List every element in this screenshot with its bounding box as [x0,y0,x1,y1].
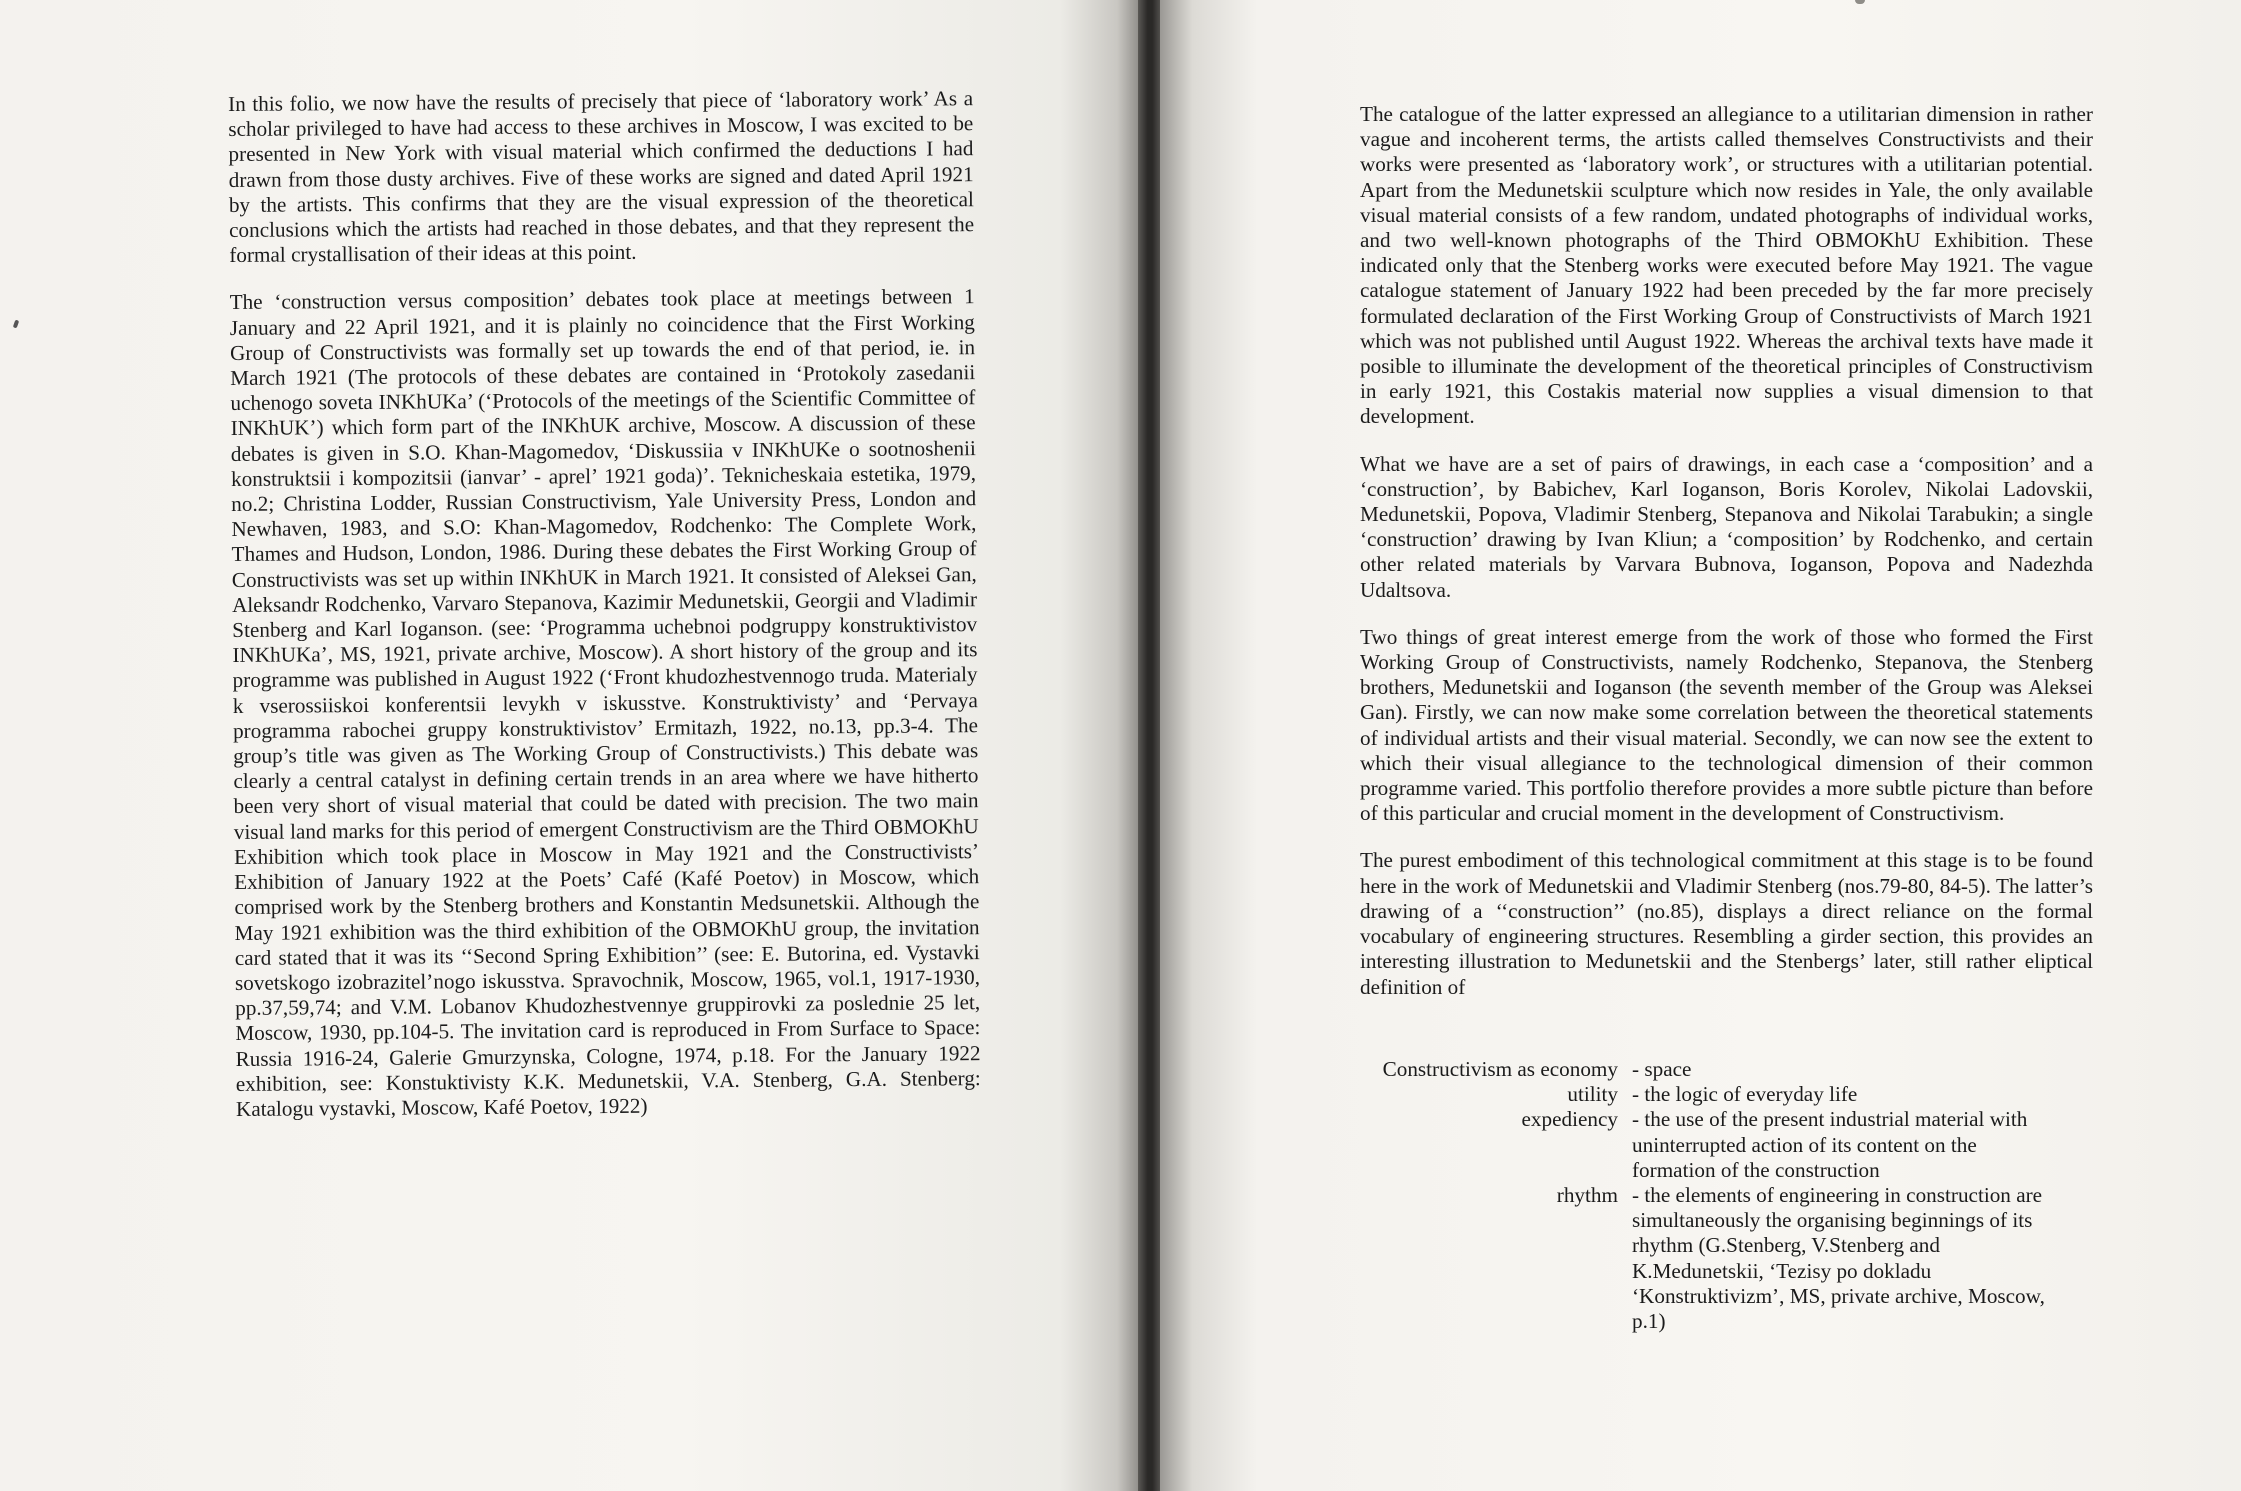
left-page-text [228,86,981,1122]
definition-term: rhythm [1556,1183,1618,1208]
definition-term: expediency [1521,1107,1618,1132]
definition-term: Constructivism as economy [1382,1057,1618,1081]
page-speck [13,320,19,329]
definition-entry: - space [1632,1057,1692,1081]
definition-entry: - the elements of engineering in construction are simultaneously the organising beginnings of its rhythm (G.Stenberg, V.Stenberg and K.Medunetskii, ‘Tezisy po dokladu ‘Konstruktivizm’, MS, private archive, Moscow, p.1) [1632,1183,2045,1334]
paragraph: Two things of great interest emerge from the work of those who formed the First Working Group of Constructivists, namely Rodchenko, Stepanova, the Stenberg brothers, Medunetskii and Ioganson (the seventh member of the Group was Aleksei Gan). Firstly, we can now make some correlation between the theoretical statements of individual artists and their visual material. Secondly, we can now see the extent to which their visual allegiance to the technological dimension of their common programme varied. This portfolio therefore provides a more subtle picture than before of this particular and crucial moment in the development of Constructivism. [1360,624,2093,826]
right-page-text [1360,102,2093,1000]
definition-list [1318,1057,2046,1334]
paragraph: In this folio, we now have the results of precisely that piece of ‘laboratory work’ As a scholar privileged to have had access to these archives in Moscow, I was excited to be presented in New York with visual material which confirmed the deductions I had drawn from those dusty archives. Five of these works are signed and dated April 1921 by the artists. This confirms that they are the visual expression of the theoretical conclusions which the artists had reached in those debates, and that they represent the formal crystallisation of their ideas at this point. [228,86,975,268]
paragraph: The catalogue of the latter expressed an allegiance to a utilitarian dimension in rather vague and incoherent terms, the artists called themselves Constructivists and their works were presented as ‘laboratory work’, or structures with a utilitarian potential. Apart from the Medunetskii sculpture which now resides in Yale, the only available visual material consists of a few random, undated photographs of individual works, and two well-known photographs of the Third OBMOKhU Exhibition. These indicated only that the Stenberg works were executed before May 1921. The vague catalogue statement of January 1922 had been preceded by the far more precisely formulated declaration of the First Working Group of Constructivists of March 1921 which was not published until August 1922. Whereas the archival texts have made it posible to illuminate the development of the theoretical principles of Constructivism in early 1921, this Costakis material now supplies a visual dimension to that development. [1360,102,2093,429]
paragraph: What we have are a set of pairs of drawings, in each case a ‘composition’ and a ‘construction’, by Babichev, Karl Ioganson, Boris Korolev, Nikolai Ladovskii, Medunetskii, Popova, Vladimir Stenberg, Stepanova and Nikolai Tarabukin; a single ‘construction’ drawing by Ivan Kliun; a ‘composition’ by Rodchenko, and certain other related materials by Varvara Bubnova, Ioganson, Popova and Nadezhda Udaltsova. [1360,451,2093,602]
paragraph: The ‘construction versus composition’ debates took place at meetings between 1 January and 22 April 1921, and it is plainly no coincidence that the First Working Group of Constructivists was formally set up towards the end of that period, ie. in March 1921 (The protocols of these debates are contained in ‘Protokoly zasedanii uchenogo soveta INKhUKa’ (‘Protocols of the meetings of the Scientific Committee of INKhUK’) which form part of the INKhUK archive, Moscow. A discussion of these debates is given in S.O. Khan-Magomedov, ‘Diskussiia v INKhUKe o sootnoshenii konstruktsii i kompozitsii (ianvar’ - aprel’ 1921 goda)’. Teknicheskaia estetika, 1979, no.2; Christina Lodder, Russian Constructivism, Yale University Press, London and Newhaven, 1983, and S.O: Khan-Magomedov, Rodchenko: The Complete Work, Thames and Hudson, London, 1986. During these debates the First Working Group of Constructivists was set up within INKhUK in March 1921. It consisted of Aleksei Gan, Aleksandr Rodchenko, Varvaro Stepanova, Kazimir Medunetskii, Georgii and Vladimir Stenberg and Karl Ioganson. (see: ‘Programma uchebnoi podgruppy konstruktivistov INKhUKa’, MS, 1921, private archive, Moscow). A short history of the group and its programme was published in August 1922 (‘Front khudozhestvennogo truda. Materialy k vserossiiskoi konferentsii levykh v iskusstve. Konstruktivisty’ and ‘Pervaya programma rabochei gruppy konstruktivistov’ Ermitazh, 1922, no.13, pp.3-4. The group’s title was given as The Working Group of Constructivists.) This debate was clearly a central catalyst in defining certain trends in an area where we have hitherto been very short of visual material that could be dated with precision. The two main visual land marks for this period of emergent Constructivism are the Third OBMOKhU Exhibition which took place in Moscow in May 1921 and the Constructivists’ Exhibition of January 1922 at the Poets’ Café (Kafé Poetov) in Moscow, which comprised work by the Stenberg brothers and Konstantin Medsunetskii. Although the May 1921 exhibition was the third exhibition of the OBMOKhU group, the invitation card stated that it was its ‘‘Second Spring Exhibition’’ (see: E. Butorina, ed. Vystavki sovetskogo izobrazitel’nogo iskusstva. Spravochnik, Moscow, 1965, vol.1, 1917-1930, pp.37,59,74; and V.M. Lobanov Khudozhestvennye gruppirovki za poslednie 25 let, Moscow, 1930, pp.104-5. The invitation card is reproduced in From Surface to Space: Russia 1916-24, Galerie Gmurzynska, Cologne, 1974, p.18. For the January 1922 exhibition, see: Konstuktivisty K.K. Medunetskii, V.A. Stenberg, G.A. Stenberg: Katalogu vystavki, Moscow, Kafé Poetov, 1922) [229,284,981,1121]
definition-entry: - the logic of everyday life [1632,1082,1858,1107]
definition-term: utility [1567,1082,1618,1107]
paragraph: The purest embodiment of this technological commitment at this stage is to be found here in the work of Medunetskii and Vladimir Stenberg (nos.79-80, 84-5). The latter’s drawing of a ‘‘construction’’ (no.85), displays a direct reliance on the formal vocabulary of engineering structures. Resembling a girder section, this provides an interesting illustration to Medunetskii and the Stenbergs’ later, still rather eliptical definition of [1360,848,2093,999]
definition-entry: - the use of the present industrial material with uninterrupted action of its content on the formation of the construction [1632,1107,2028,1182]
book-gutter [1138,0,1162,1491]
